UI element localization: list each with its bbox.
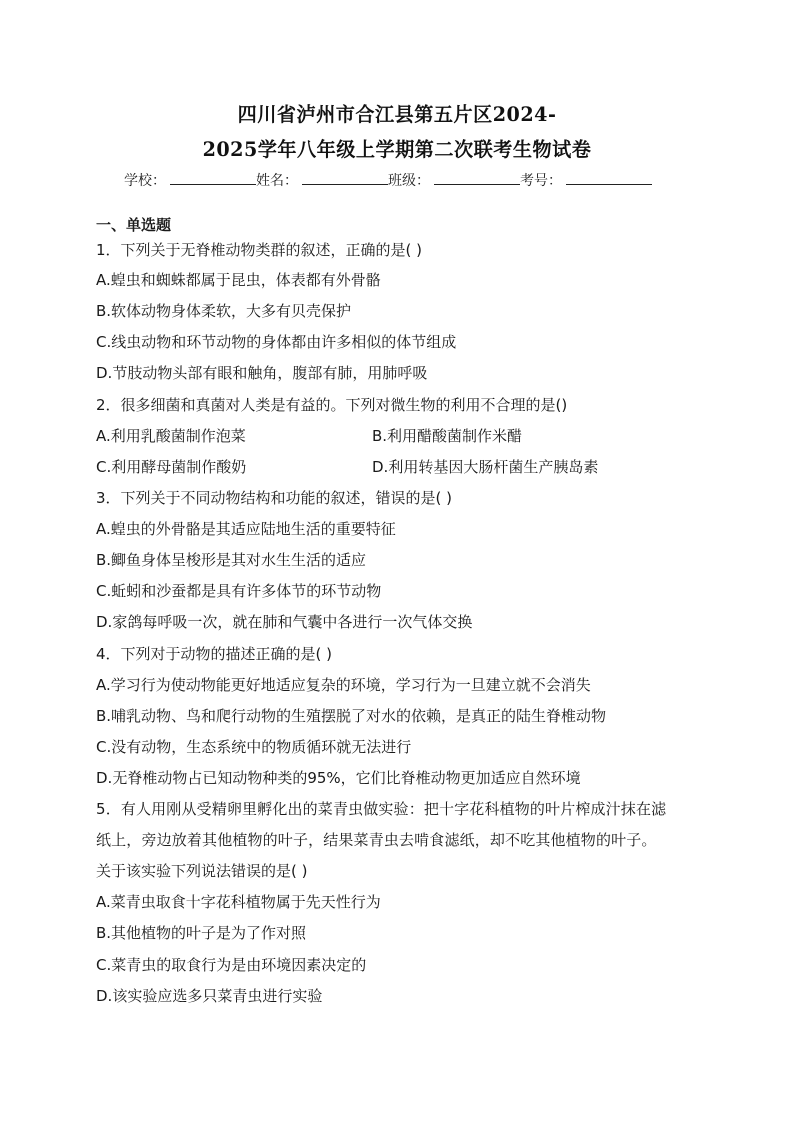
- name-field: [256, 170, 388, 191]
- question-4-option-c: C.没有动物，生态系统中的物质循环就无法进行: [96, 738, 412, 756]
- question-1-option-a: A.蝗虫和蜘蛛都属于昆虫，体表都有外骨骼: [96, 271, 381, 289]
- school-field: [124, 170, 256, 191]
- school-label: 学校：: [124, 173, 166, 189]
- name-label: 姓名：: [256, 173, 298, 189]
- class-field: [388, 170, 520, 191]
- question-5-stem-line-3: 关于该实验下列说法错误的是( ): [96, 862, 308, 880]
- question-1-stem: 1．下列关于无脊椎动物类群的叙述，正确的是( ): [96, 241, 423, 259]
- exam-title-line-2: 2025学年八年级上学期第二次联考生物试卷: [202, 138, 592, 161]
- question-4-option-d: D.无脊椎动物占已知动物种类的95%，它们比脊椎动物更加适应自然环境: [96, 769, 581, 787]
- question-3-option-b: B.鲫鱼身体呈梭形是其对水生生活的适应: [96, 551, 367, 569]
- question-4-stem: 4．下列对于动物的描述正确的是( ): [96, 645, 333, 663]
- question-1-option-c: C.线虫动物和环节动物的身体都由许多相似的体节组成: [96, 333, 457, 351]
- exam-number-field: [520, 170, 652, 191]
- question-2-option-c: C.利用酵母菌制作酸奶: [96, 458, 247, 476]
- question-5-option-b: B.其他植物的叶子是为了作对照: [96, 924, 307, 942]
- question-3-option-a: A.蝗虫的外骨骼是其适应陆地生活的重要特征: [96, 520, 396, 538]
- question-3-option-d: D.家鸽每呼吸一次，就在肺和气囊中各进行一次气体交换: [96, 613, 473, 631]
- question-4-option-a: A.学习行为使动物能更好地适应复杂的环境，学习行为一旦建立就不会消失: [96, 676, 591, 694]
- question-5-option-d: D.该实验应选多只菜青虫进行实验: [96, 987, 323, 1005]
- exam-number-blank[interactable]: [566, 170, 652, 185]
- question-5-stem-line-2: 纸上，旁边放着其他植物的叶子，结果菜青虫去啃食滤纸，却不吃其他植物的叶子。: [96, 831, 657, 849]
- school-blank[interactable]: [170, 170, 256, 185]
- question-2-option-d: D.利用转基因大肠杆菌生产胰岛素: [372, 458, 599, 476]
- question-5-option-a: A.菜青虫取食十字花科植物属于先天性行为: [96, 893, 381, 911]
- question-5-stem-line-1: 5．有人用刚从受精卵里孵化出的菜青虫做实验：把十字花科植物的叶片榨成汁抹在滤: [96, 800, 667, 818]
- name-blank[interactable]: [302, 170, 388, 185]
- question-2-option-b: B.利用醋酸菌制作米醋: [372, 427, 523, 445]
- question-5-option-c: C.菜青虫的取食行为是由环境因素决定的: [96, 956, 367, 974]
- question-1-option-d: D.节肢动物头部有眼和触角，腹部有肺，用肺呼吸: [96, 364, 428, 382]
- question-2-option-a: A.利用乳酸菌制作泡菜: [96, 427, 246, 445]
- class-blank[interactable]: [434, 170, 520, 185]
- exam-number-label: 考号：: [520, 173, 562, 189]
- exam-title-line-1: 四川省泸州市合江县第五片区2024-: [237, 103, 557, 126]
- question-1-option-b: B.软体动物身体柔软，大多有贝壳保护: [96, 302, 352, 320]
- section-title: 一、单选题: [96, 216, 172, 234]
- question-3-option-c: C.蚯蚓和沙蚕都是具有许多体节的环节动物: [96, 582, 382, 600]
- question-4-option-b: B.哺乳动物、鸟和爬行动物的生殖摆脱了对水的依赖，是真正的陆生脊椎动物: [96, 707, 607, 725]
- question-2-stem: 2．很多细菌和真菌对人类是有益的。下列对微生物的利用不合理的是(): [96, 396, 568, 414]
- student-info-row: [124, 170, 684, 192]
- question-3-stem: 3．下列关于不同动物结构和功能的叙述，错误的是( ): [96, 489, 453, 507]
- class-label: 班级：: [388, 173, 430, 189]
